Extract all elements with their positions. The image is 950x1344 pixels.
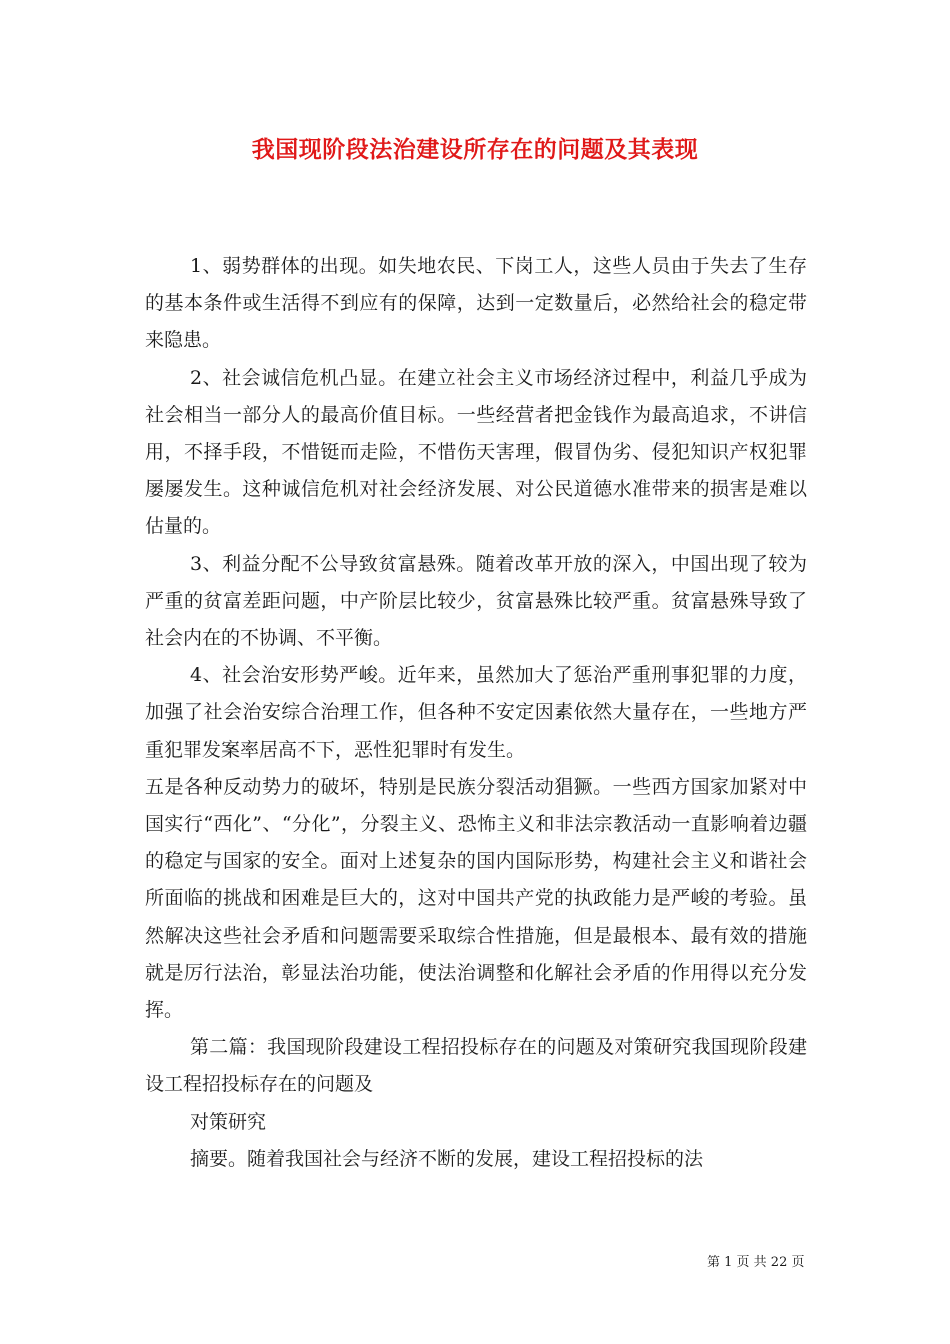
page-number: 第 1 页 共 22 页 xyxy=(707,1255,805,1270)
paragraph: 3、利益分配不公导致贫富悬殊。随着改革开放的深入，中国出现了较为严重的贫富差距问题，中产阶层比较少，贫富悬殊比较严重。贫富悬殊导致了社会内在的不协调、不平衡。 xyxy=(145,552,807,650)
paragraph: 摘要。随着我国社会与经济不断的发展，建设工程招投标的法 xyxy=(190,1147,704,1170)
document-body xyxy=(145,248,807,1178)
paragraph: 2、社会诚信危机凸显。在建立社会主义市场经济过程中，利益几乎成为社会相当一部分人的最高价值目标。一些经营者把金钱作为最高追求，不讲信用，不择手段，不惜铤而走险，不惜伤天害理，假冒伪劣、侵犯知识产权犯罪屡屡发生。这种诚信危机对社会经济发展、对公民道德水准带来的损害是难以估量的。 xyxy=(145,366,807,538)
paragraph: 对策研究 xyxy=(190,1110,267,1133)
paragraph: 1、弱势群体的出现。如失地农民、下岗工人，这些人员由于失去了生存的基本条件或生活得不到应有的保障，达到一定数量后，必然给社会的稳定带来隐患。 xyxy=(145,255,807,352)
paragraph: 五是各种反动势力的破坏，特别是民族分裂活动猖獗。一些西方国家加紧对中国实行“西化”、“分化”，分裂主义、恐怖主义和非法宗教活动一直影响着边疆的稳定与国家的安全。面对上述复杂的国内国际形势，构建社会主义和谐社会所面临的挑战和困难是巨大的，这对中国共产党的执政能力是严峻的考验。虽然解决这些社会矛盾和问题需要采取综合性措施，但是最根本、最有效的措施就是厉行法治，彰显法治功能，使法治调整和化解社会矛盾的作用得以充分发挥。 xyxy=(145,775,807,1022)
paragraph: 第二篇：我国现阶段建设工程招投标存在的问题及对策研究我国现阶段建设工程招投标存在的问题及 xyxy=(145,1036,807,1096)
paragraph: 4、社会治安形势严峻。近年来，虽然加大了惩治严重刑事犯罪的力度，加强了社会治安综合治理工作，但各种不安定因素依然大量存在，一些地方严重犯罪发案率居高不下，恶性犯罪时有发生。 xyxy=(145,664,807,761)
document-title: 我国现阶段法治建设所存在的问题及其表现 xyxy=(251,136,699,163)
